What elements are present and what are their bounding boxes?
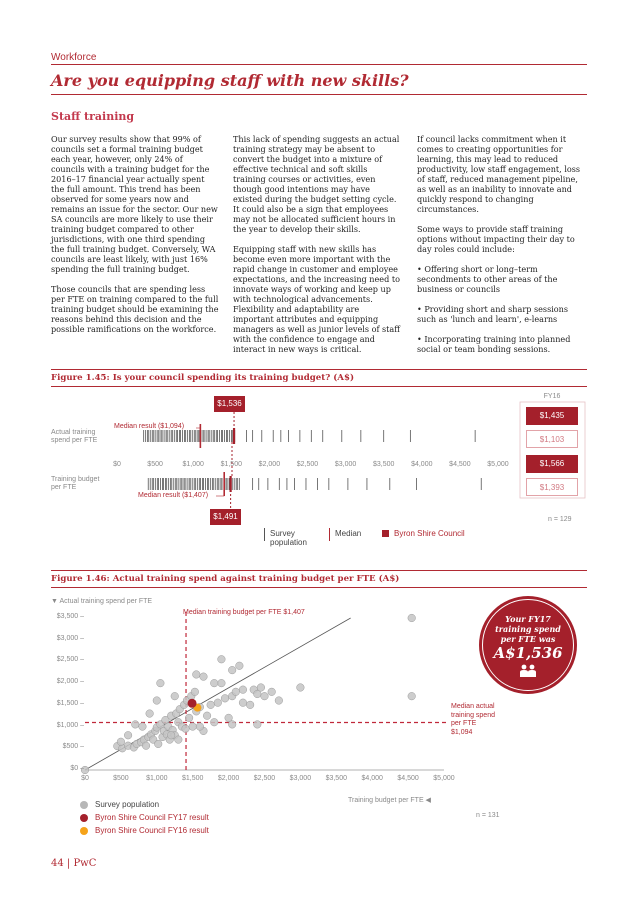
subheading: Staff training	[51, 110, 135, 123]
legend-population-dot	[80, 801, 88, 809]
callout-line: Your FY17	[505, 614, 551, 624]
survey-point	[275, 697, 283, 705]
survey-point	[146, 710, 154, 718]
survey-point	[246, 701, 254, 709]
survey-point	[254, 721, 262, 729]
strip-axis-tick: $4,500	[449, 461, 471, 468]
legend-fy17-dot	[80, 814, 88, 822]
section-label: Workforce	[51, 52, 97, 63]
survey-point	[196, 723, 204, 731]
strip-axis-tick: $2,000	[258, 461, 281, 468]
survey-point	[192, 671, 200, 679]
median-actual-line: training spend	[451, 711, 495, 719]
scatter-x-tick: $4,500	[397, 775, 419, 782]
survey-point	[239, 699, 247, 707]
survey-point	[117, 738, 125, 746]
scatter-y-tick: $2,000 –	[56, 678, 84, 686]
scatter-x-tick: $1,000	[146, 775, 168, 782]
page-footer: 44 | PwC	[51, 858, 97, 869]
survey-point	[191, 688, 199, 696]
survey-point	[408, 614, 416, 622]
survey-point	[218, 679, 226, 687]
fy-value-actual-fy16: $1,103	[526, 430, 578, 448]
bullet: • Providing short and sharp sessions such as 'lunch and learn', e-learns	[417, 304, 569, 324]
survey-point	[210, 679, 218, 687]
callout-value: A$1,536	[493, 644, 563, 662]
survey-point	[297, 684, 305, 692]
scatter-y-tick: $3,500 –	[56, 613, 84, 620]
callout-line: training spend	[495, 624, 561, 634]
scatter-x-label: Training budget per FTE ◀	[348, 797, 431, 804]
survey-point	[157, 679, 165, 687]
figure-1-45-title: Figure 1.45: Is your council spending its training budget? (A$)	[51, 373, 355, 383]
callout-circle	[479, 596, 577, 694]
council-badge-budget: $1,491	[210, 509, 241, 525]
legend-fy16-label: Byron Shire Council FY16 result	[95, 826, 209, 835]
paragraph: Equipping staff with new skills has become even more important with the rapid change in customer and employee expectations, and the increasing need to innovate ways of working and keep up with technological advancements. Flexibility and adaptability are important attributes and equipping managers as well as junior levels of staff with the confidence to engage and interact in new ways is critical.	[233, 244, 400, 354]
people-icon	[517, 664, 539, 678]
council-badge-actual: $1,536	[214, 396, 245, 412]
legend-survey-label: Survey population	[270, 529, 307, 547]
row-label-budget: Training budget per FTE	[51, 476, 100, 491]
scatter-x-tick: $4,000	[361, 775, 383, 782]
strip-axis-tick: $500	[147, 461, 163, 468]
survey-point	[167, 731, 175, 739]
strip-axis-tick: $5,000	[487, 461, 509, 468]
scatter-y-tick: $1,000 –	[56, 721, 84, 729]
legend-fy17-label: Byron Shire Council FY17 result	[95, 813, 209, 822]
median-actual-line: Median actual	[451, 703, 495, 710]
survey-point	[214, 699, 222, 707]
median-label-budget: Median result ($1,407)	[138, 492, 209, 499]
paragraph: Some ways to provide staff training options without impacting their day to day roles could include:	[417, 224, 575, 254]
survey-point	[182, 725, 190, 733]
scatter-x-tick: $2,000	[217, 775, 240, 782]
council-fy17-point	[188, 699, 197, 708]
survey-point	[189, 723, 197, 731]
scatter-y-tick: $0 –	[70, 765, 84, 772]
survey-point	[228, 666, 236, 674]
paragraph: Our survey results show that 99% of councils set a formal training budget each year, however, only 24% of councils with a training budget for the 2016–17 financial year actually spent the full amount. This trend has been observed for some years now and remains an issue for the sector. Our new SA councils are more likely to use their training budget compared to other jurisdictions, with one third spending the full training budget. Conversely, WA councils are least likely, with just 16% spending the full training budget.	[51, 134, 218, 274]
strip-axis-tick: $4,000	[411, 461, 433, 468]
survey-point	[408, 692, 416, 700]
scatter-x-tick: $5,000	[433, 775, 455, 782]
survey-point	[232, 688, 240, 696]
strip-axis-tick: $0	[113, 461, 121, 468]
survey-point	[153, 697, 161, 705]
strip-axis-tick: $2,500	[296, 461, 319, 468]
bullet: • Offering short or long–term secondments to other areas of the business or councils	[417, 264, 558, 294]
survey-point	[185, 714, 193, 722]
scatter-y-tick: $3,000 –	[56, 634, 84, 642]
scatter-x-tick: $1,500	[181, 775, 204, 782]
scatter-x-tick: $3,000	[289, 775, 312, 782]
scatter-x-tick: $2,500	[253, 775, 276, 782]
survey-point	[218, 655, 226, 663]
scatter-x-tick: $3,500	[325, 775, 347, 782]
survey-point	[154, 740, 162, 748]
survey-point	[171, 692, 179, 700]
strip-axis-tick: $3,000	[334, 461, 357, 468]
figure-1-46-title: Figure 1.46: Actual training spend against training budget per FTE (A$)	[51, 574, 400, 584]
strip-axis-tick: $1,000	[182, 461, 204, 468]
survey-point	[142, 742, 150, 750]
median-label-actual: Median result ($1,094)	[114, 423, 185, 430]
paragraph: This lack of spending suggests an actual training strategy may be absent to convert the budget into a mixture of effective technical and soft skills training courses or activities, even though good intentions may have existed during the budget setting cycle. It could also be a sign that employees may not be allocated sufficient hours in the year to develop their skills.	[233, 134, 400, 234]
paragraph: If council lacks commitment when it comes to creating opportunities for learning, this may lead to reduced productivity, low staff engagement, loss of staff, reduced management pipeline, as well as an inability to innovate and quickly respond to changing circumstances.	[417, 134, 581, 214]
fy-heading: FY16	[543, 393, 561, 400]
survey-point	[210, 718, 218, 726]
scatter-y-tick: $2,500 –	[56, 656, 84, 664]
legend-median-label: Median	[335, 529, 362, 538]
survey-point	[268, 688, 276, 696]
legend-fy16-dot	[80, 827, 88, 835]
page-title: Are you equipping staff with new skills?	[51, 71, 409, 90]
survey-point	[139, 723, 147, 731]
scatter-y-tick: $500 –	[62, 743, 84, 751]
median-actual-line: per FTE	[451, 720, 477, 727]
scatter-x-tick: $0	[81, 775, 89, 782]
survey-point	[200, 673, 208, 681]
strip-axis-tick: $1,500	[220, 461, 242, 468]
n-label: n = 129	[548, 516, 572, 523]
survey-point	[207, 701, 215, 709]
scatter-y-tick: $1,500 –	[56, 699, 84, 707]
survey-point	[228, 721, 236, 729]
scatter-y-label: ▼ Actual training spend per FTE	[51, 598, 153, 605]
fy-value-budget-fy16: $1,393	[526, 478, 578, 496]
survey-point	[175, 736, 183, 744]
survey-point	[124, 731, 132, 739]
bullet: • Incorporating training into planned social or team bonding sessions.	[417, 334, 571, 354]
survey-point	[261, 692, 269, 700]
survey-point	[239, 686, 247, 694]
fy-value-actual-fy17: $1,435	[526, 407, 578, 425]
survey-point	[257, 684, 265, 692]
callout-line: per FTE was	[500, 634, 556, 644]
fy-value-budget-fy17: $1,566	[526, 455, 578, 473]
survey-point	[236, 662, 244, 670]
scatter-x-tick: $500	[113, 775, 129, 782]
paragraph: Those councils that are spending less per FTE on training compared to the full training budget should be examining the reasons behind this decision and the possible ramifications on the workforce.	[51, 284, 219, 334]
survey-point	[203, 712, 211, 720]
median-budget-label: Median training budget per FTE $1,407	[183, 609, 305, 616]
legend-council-label: Byron Shire Council	[394, 529, 465, 538]
scatter-n-label: n = 131	[476, 812, 500, 819]
strip-axis-tick: $3,500	[372, 461, 395, 468]
survey-point	[131, 721, 139, 729]
row-label-actual: Actual training spend per FTE	[51, 429, 98, 444]
survey-point	[221, 695, 229, 703]
median-actual-line: $1,094	[451, 728, 473, 736]
legend-population-label: Survey population	[95, 800, 160, 809]
